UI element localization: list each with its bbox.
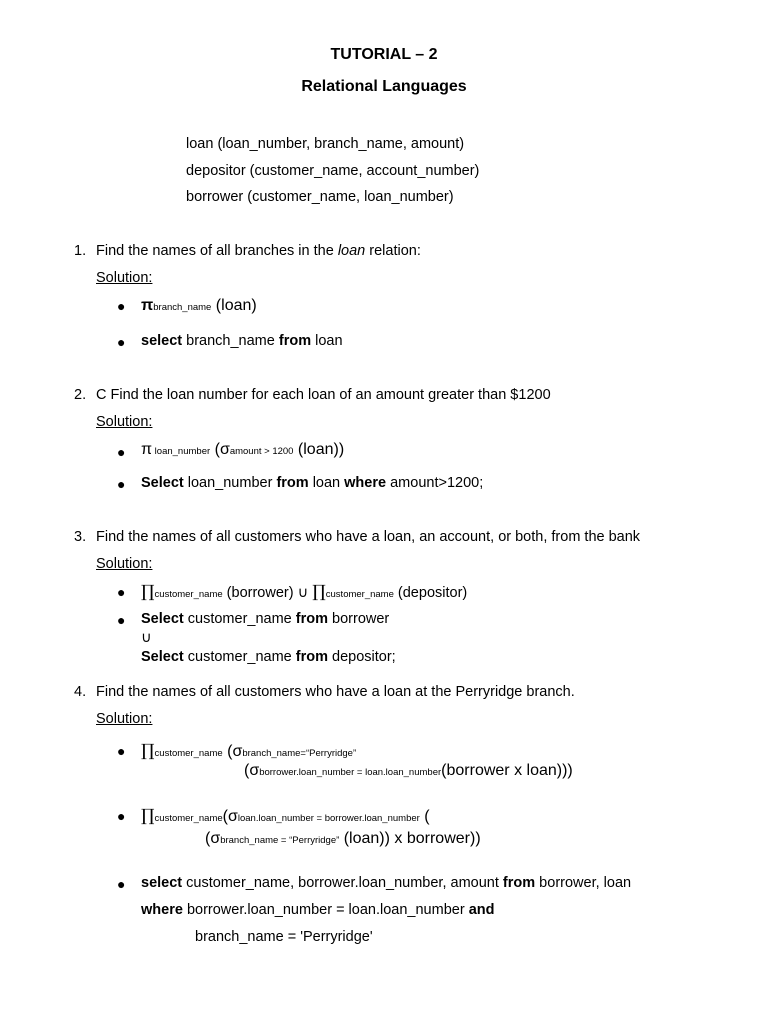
q4-algebra-b-line1: ∏customer_name(σloan.loan_number = borrower.loan_number (: [141, 806, 430, 826]
q1-number: 1.: [74, 243, 87, 259]
bullet-icon: ●: [117, 476, 126, 492]
q3-union-symbol: ∪: [141, 630, 152, 646]
schema-depositor: depositor (customer_name, account_number): [186, 163, 480, 179]
q4-sql-line3: branch_name = 'Perryridge': [195, 929, 373, 945]
q4-text: Find the names of all customers who have a loan at the Perryridge branch.: [96, 684, 575, 700]
q3-relational-algebra: ∏customer_name (borrower) ∪ ∏customer_name (depositor): [141, 582, 468, 602]
q3-number: 3.: [74, 529, 87, 545]
q4-sql-line2: where borrower.loan_number = loan.loan_number and: [141, 902, 495, 918]
tutorial-subtitle: Relational Languages: [301, 78, 467, 95]
q1-text: Find the names of all branches in the loan relation:: [96, 243, 421, 259]
q2-relational-algebra: π loan_number (σamount > 1200 (loan)): [141, 441, 345, 458]
q2-number: 2.: [74, 387, 87, 403]
bullet-icon: ●: [117, 612, 126, 628]
q4-algebra-b-line2: (σbranch_name = “Perryridge” (loan)) x borrower)): [205, 830, 481, 847]
bullet-icon: ●: [117, 584, 126, 600]
bullet-icon: ●: [117, 298, 126, 314]
schema-borrower: borrower (customer_name, loan_number): [186, 189, 454, 205]
q1-sql: select branch_name from loan: [141, 333, 343, 349]
tutorial-title: TUTORIAL – 2: [330, 46, 438, 63]
q4-number: 4.: [74, 684, 87, 700]
q2-text: C Find the loan number for each loan of an amount greater than $1200: [96, 387, 551, 403]
schema-loan: loan (loan_number, branch_name, amount): [186, 136, 465, 152]
bullet-icon: ●: [117, 444, 126, 460]
q3-sql-line1: Select customer_name from borrower: [141, 611, 390, 627]
bullet-icon: ●: [117, 808, 126, 824]
q3-sql-line2: Select customer_name from depositor;: [141, 649, 396, 665]
q4-algebra-a-line1: ∏customer_name (σbranch_name=“Perryridge”: [141, 741, 357, 761]
q2-solution-label: Solution:: [96, 414, 153, 430]
q1-relational-algebra: πbranch_name (loan): [141, 297, 257, 314]
q4-sql-line1: select customer_name, borrower.loan_number, amount from borrower, loan: [141, 875, 632, 891]
q4-solution-label: Solution:: [96, 711, 153, 727]
bullet-icon: ●: [117, 743, 126, 759]
bullet-icon: ●: [117, 876, 126, 892]
q4-algebra-a-line2: (σborrower.loan_number = loan.loan_number(borrower x loan))): [244, 762, 573, 779]
q2-sql: Select loan_number from loan where amount>1200;: [141, 475, 484, 491]
q3-solution-label: Solution:: [96, 556, 153, 572]
q3-text: Find the names of all customers who have a loan, an account, or both, from the bank: [96, 529, 641, 545]
q1-solution-label: Solution:: [96, 270, 153, 286]
bullet-icon: ●: [117, 334, 126, 350]
